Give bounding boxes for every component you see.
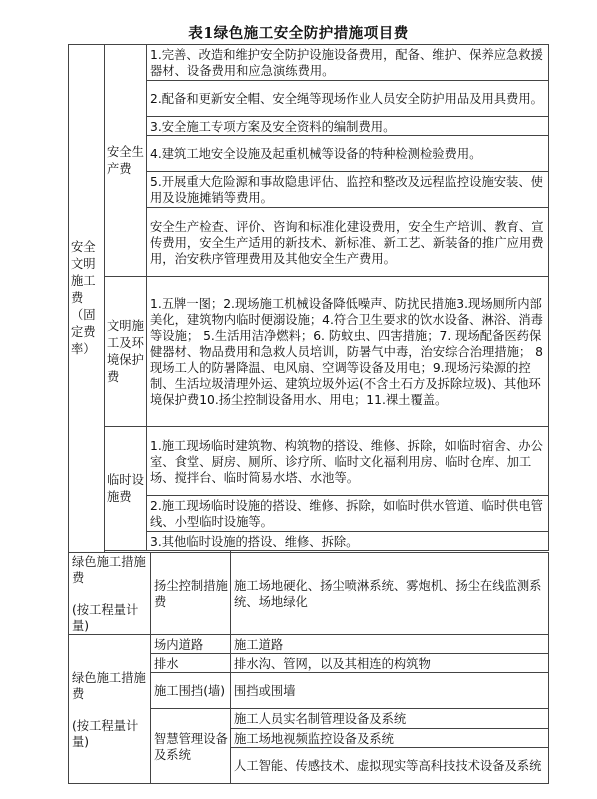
fee-table <box>68 44 549 784</box>
dust-control-desc: 施工场地硬化、扬尘喷淋系统、雾炮机、扬尘在线监测系统、场地绿化 <box>231 553 549 635</box>
table-title: 表1绿色施工安全防护措施项目费 <box>188 25 409 42</box>
temp-facility-fee-label: 临时设施费 <box>105 427 147 551</box>
enclosure-label: 施工围挡(墙) <box>151 673 231 709</box>
list-item: 2.施工现场临时设施的搭设、维修、拆除，如临时供水管道、临时供电管线、小型临时设施等。 <box>147 496 549 532</box>
road-desc: 施工道路 <box>231 635 549 654</box>
list-item: 3.其他临时设施的搭设、维修、拆除。 <box>147 532 549 551</box>
smart-mgmt-item: 人工智能、传感技术、虚拟现实等高科技技术设备及系统 <box>231 748 549 784</box>
green-fee-title: 绿色施工措施费 <box>72 670 146 701</box>
road-label: 场内道路 <box>151 635 231 654</box>
list-item: 1.完善、改造和维护安全防护设施设备费用，配备、维护、保养应急救援器材、设备费用和应急演练费用。 <box>147 45 549 81</box>
smart-mgmt-item: 施工场地视频监控设备及系统 <box>231 729 549 748</box>
list-item: 安全生产检查、评价、咨询和标准化建设费用，安全生产培训、教育、宣传费用，安全生产适用的新技术、新标准、新工艺、新装备的推广应用费用，治安秩序管理费用及其他安全生产费用。 <box>147 208 549 277</box>
drainage-desc: 排水沟、管网，以及其相连的构筑物 <box>231 654 549 673</box>
table-row <box>69 45 549 81</box>
table-row <box>69 427 549 496</box>
green-fee-label-2 <box>69 635 151 784</box>
table-row <box>69 635 549 654</box>
green-fee-note: (按工程量计量) <box>72 718 139 749</box>
list-item: 3.安全施工专项方案及安全资料的编制费用。 <box>147 117 549 136</box>
drainage-label: 排水 <box>151 654 231 673</box>
list-item: 1.五牌一图；2.现场施工机械设备降低噪声、防扰民措施3.现场厕所内部美化，建筑物内临时便溺设施；4.符合卫生要求的饮水设备、淋浴、消毒等设施； 5.生活用洁净燃料；6. 防蚊虫、四害措施；7. 现场配备医药保健器材、物品费用和急救人员培训，防暑气中毒，治安综合治理措施； 8现场工人的防暑降温、电风扇、空调等设备及用电；9.现场污染源的控制、生活垃圾清理外运、建筑垃圾外运(不含土石方及拆除垃圾)、其他环境保护费10.扬尘控制设备用水、用电；11.裸土覆盖。 <box>147 277 549 427</box>
safety-fee-label: 安全生产费 <box>105 45 147 277</box>
green-fee-note: (按工程量计量) <box>72 603 139 633</box>
enclosure-desc: 围挡或围墙 <box>231 673 549 709</box>
fixed-fee-label: 安全文明施工费（固定费率） <box>69 45 105 553</box>
smart-mgmt-label: 智慧管理设备及系统 <box>151 709 231 784</box>
list-item: 2.配备和更新安全帽、安全绳等现场作业人员安全防护用品及用具费用。 <box>147 81 549 117</box>
list-item: 4.建筑工地安全设施及起重机械等设备的特种检测检验费用。 <box>147 136 549 172</box>
civil-env-fee-label: 文明施工及环境保护费 <box>105 277 147 427</box>
table-row <box>69 277 549 427</box>
dust-control-label: 扬尘控制措施费 <box>151 553 231 635</box>
table-row <box>69 553 549 635</box>
list-item: 1.施工现场临时建筑物、构筑物的搭设、维修、拆除，如临时宿舍、办公室、食堂、厨房、厕所、诊疗所、临时文化福利用房、临时仓库、加工场、搅拌台、临时简易水塔、水池等。 <box>147 427 549 496</box>
list-item: 5.开展重大危险源和事故隐患评估、监控和整改及远程监控设施安装、使用及设施摊销等费用。 <box>147 172 549 208</box>
green-fee-label-1 <box>69 553 151 635</box>
green-fee-title: 绿色施工措施费 <box>72 555 146 585</box>
smart-mgmt-item: 施工人员实名制管理设备及系统 <box>231 709 549 729</box>
